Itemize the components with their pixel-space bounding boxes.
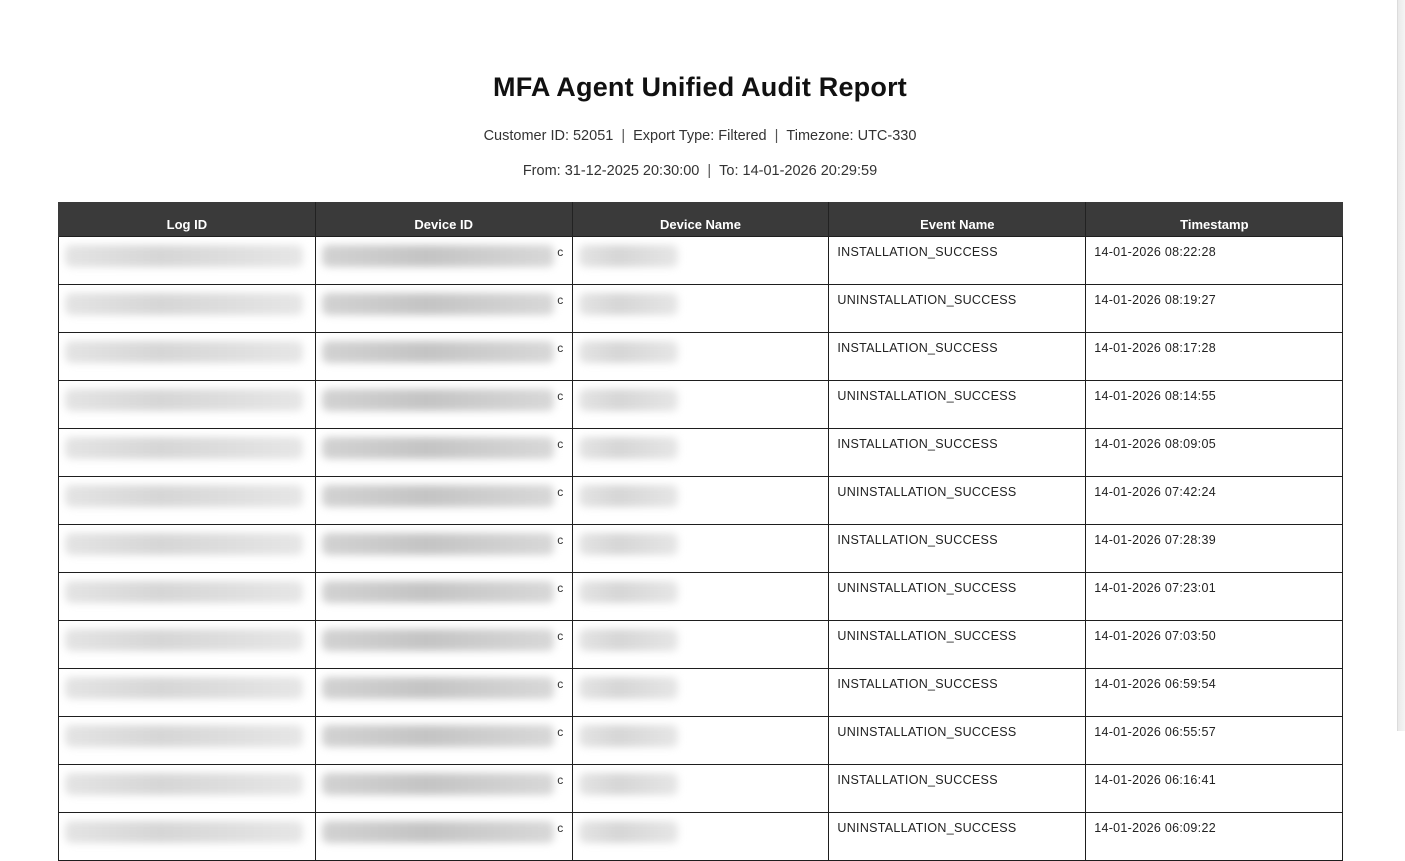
redaction-blur	[322, 677, 554, 699]
log-id-cell-redacted	[59, 621, 316, 669]
event-name-cell: INSTALLATION_SUCCESS	[829, 429, 1086, 477]
device-id-cell-redacted	[315, 285, 572, 333]
timestamp-cell: 14-01-2026 08:22:28	[1086, 237, 1343, 285]
device-id-suffix: c	[557, 437, 564, 451]
log-id-cell-redacted	[59, 813, 316, 861]
redaction-blur	[65, 341, 303, 363]
device-id-suffix: c	[557, 725, 564, 739]
timestamp-cell: 14-01-2026 06:55:57	[1086, 717, 1343, 765]
device-id-suffix: c	[557, 389, 564, 403]
log-id-cell-redacted	[59, 525, 316, 573]
device-id-cell-redacted	[315, 573, 572, 621]
log-id-cell-redacted	[59, 573, 316, 621]
redaction-blur	[579, 485, 679, 507]
table-row	[59, 237, 1343, 285]
device-id-suffix: c	[557, 629, 564, 643]
timestamp-cell: 14-01-2026 08:17:28	[1086, 333, 1343, 381]
device-id-cell-redacted	[315, 525, 572, 573]
device-name-cell-redacted	[572, 237, 829, 285]
redaction-blur	[579, 821, 679, 843]
redaction-blur	[322, 821, 554, 843]
redaction-blur	[65, 725, 303, 747]
log-id-cell-redacted	[59, 765, 316, 813]
device-id-cell-redacted	[315, 717, 572, 765]
redaction-blur	[65, 677, 303, 699]
header-device-id: Device ID	[315, 202, 572, 237]
device-id-suffix: c	[557, 341, 564, 355]
redaction-blur	[322, 773, 554, 795]
redaction-blur	[579, 773, 679, 795]
device-id-cell-redacted	[315, 237, 572, 285]
device-id-cell-redacted	[315, 429, 572, 477]
redaction-blur	[322, 485, 554, 507]
header-event-name: Event Name	[829, 202, 1086, 237]
table-row	[59, 621, 1343, 669]
redaction-blur	[65, 533, 303, 555]
header-device-name: Device Name	[572, 202, 829, 237]
event-name-cell: UNINSTALLATION_SUCCESS	[829, 621, 1086, 669]
log-id-cell-redacted	[59, 285, 316, 333]
date-from: From: 31-12-2025 20:30:00	[522, 163, 700, 179]
log-id-cell-redacted	[59, 717, 316, 765]
report-meta-line-1	[0, 128, 1400, 144]
redaction-blur	[322, 629, 554, 651]
redaction-blur	[322, 581, 554, 603]
separator: |	[621, 128, 626, 144]
device-id-cell-redacted	[315, 765, 572, 813]
redaction-blur	[579, 437, 679, 459]
audit-table-body	[59, 237, 1343, 861]
device-id-suffix: c	[557, 485, 564, 499]
redaction-blur	[322, 341, 554, 363]
device-name-cell-redacted	[572, 573, 829, 621]
device-name-cell-redacted	[572, 765, 829, 813]
device-name-cell-redacted	[572, 333, 829, 381]
device-id-cell-redacted	[315, 381, 572, 429]
event-name-cell: UNINSTALLATION_SUCCESS	[829, 813, 1086, 861]
device-id-suffix: c	[557, 773, 564, 787]
timestamp-cell: 14-01-2026 07:28:39	[1086, 525, 1343, 573]
device-name-cell-redacted	[572, 525, 829, 573]
export-type: Export Type: Filtered	[633, 128, 767, 144]
event-name-cell: UNINSTALLATION_SUCCESS	[829, 717, 1086, 765]
redaction-blur	[579, 293, 679, 315]
redaction-blur	[322, 389, 554, 411]
event-name-cell: INSTALLATION_SUCCESS	[829, 525, 1086, 573]
device-id-suffix: c	[557, 677, 564, 691]
event-name-cell: UNINSTALLATION_SUCCESS	[829, 381, 1086, 429]
redaction-blur	[322, 725, 554, 747]
table-row	[59, 285, 1343, 333]
report-meta-line-2	[0, 163, 1400, 179]
table-row	[59, 765, 1343, 813]
redaction-blur	[65, 821, 303, 843]
redaction-blur	[579, 725, 679, 747]
device-id-suffix: c	[557, 293, 564, 307]
redaction-blur	[65, 773, 303, 795]
device-id-cell-redacted	[315, 669, 572, 717]
timestamp-cell: 14-01-2026 07:42:24	[1086, 477, 1343, 525]
table-row	[59, 525, 1343, 573]
redaction-blur	[579, 629, 679, 651]
table-header-row	[59, 202, 1343, 237]
redaction-blur	[322, 533, 554, 555]
device-id-cell-redacted	[315, 621, 572, 669]
event-name-cell: INSTALLATION_SUCCESS	[829, 333, 1086, 381]
device-name-cell-redacted	[572, 381, 829, 429]
timestamp-cell: 14-01-2026 08:09:05	[1086, 429, 1343, 477]
event-name-cell: INSTALLATION_SUCCESS	[829, 237, 1086, 285]
redaction-blur	[65, 485, 303, 507]
redaction-blur	[579, 677, 679, 699]
redaction-blur	[65, 437, 303, 459]
log-id-cell-redacted	[59, 477, 316, 525]
header-log-id: Log ID	[59, 202, 316, 237]
device-id-suffix: c	[557, 245, 564, 259]
table-row	[59, 381, 1343, 429]
redaction-blur	[579, 341, 679, 363]
timestamp-cell: 14-01-2026 08:14:55	[1086, 381, 1343, 429]
device-id-suffix: c	[557, 821, 564, 835]
separator: |	[707, 163, 712, 179]
redaction-blur	[65, 293, 303, 315]
table-row	[59, 333, 1343, 381]
device-name-cell-redacted	[572, 285, 829, 333]
device-name-cell-redacted	[572, 717, 829, 765]
redaction-blur	[322, 293, 554, 315]
redaction-blur	[65, 389, 303, 411]
device-name-cell-redacted	[572, 477, 829, 525]
table-row	[59, 429, 1343, 477]
report-title: MFA Agent Unified Audit Report	[493, 72, 907, 102]
header-timestamp: Timestamp	[1086, 202, 1343, 237]
table-row	[59, 717, 1343, 765]
log-id-cell-redacted	[59, 333, 316, 381]
event-name-cell: INSTALLATION_SUCCESS	[829, 669, 1086, 717]
redaction-blur	[579, 389, 679, 411]
redaction-blur	[65, 245, 303, 267]
timestamp-cell: 14-01-2026 07:03:50	[1086, 621, 1343, 669]
page-edge	[1397, 0, 1405, 731]
table-row	[59, 477, 1343, 525]
device-name-cell-redacted	[572, 813, 829, 861]
redaction-blur	[322, 437, 554, 459]
table-row	[59, 669, 1343, 717]
device-id-suffix: c	[557, 581, 564, 595]
event-name-cell: INSTALLATION_SUCCESS	[829, 765, 1086, 813]
device-name-cell-redacted	[572, 621, 829, 669]
redaction-blur	[579, 245, 679, 267]
redaction-blur	[579, 533, 679, 555]
table-row	[59, 573, 1343, 621]
timezone: Timezone: UTC-330	[786, 128, 917, 144]
timestamp-cell: 14-01-2026 06:16:41	[1086, 765, 1343, 813]
timestamp-cell: 14-01-2026 06:59:54	[1086, 669, 1343, 717]
log-id-cell-redacted	[59, 669, 316, 717]
device-name-cell-redacted	[572, 669, 829, 717]
log-id-cell-redacted	[59, 429, 316, 477]
device-id-cell-redacted	[315, 813, 572, 861]
log-id-cell-redacted	[59, 237, 316, 285]
separator: |	[774, 128, 779, 144]
log-id-cell-redacted	[59, 381, 316, 429]
redaction-blur	[65, 581, 303, 603]
device-id-suffix: c	[557, 533, 564, 547]
audit-table	[58, 202, 1343, 861]
device-id-cell-redacted	[315, 333, 572, 381]
timestamp-cell: 14-01-2026 07:23:01	[1086, 573, 1343, 621]
redaction-blur	[579, 581, 679, 603]
table-row	[59, 813, 1343, 861]
customer-id: Customer ID: 52051	[483, 128, 614, 144]
redaction-blur	[322, 245, 554, 267]
device-name-cell-redacted	[572, 429, 829, 477]
device-id-cell-redacted	[315, 477, 572, 525]
event-name-cell: UNINSTALLATION_SUCCESS	[829, 477, 1086, 525]
date-to: To: 14-01-2026 20:29:59	[719, 163, 878, 179]
timestamp-cell: 14-01-2026 06:09:22	[1086, 813, 1343, 861]
timestamp-cell: 14-01-2026 08:19:27	[1086, 285, 1343, 333]
redaction-blur	[65, 629, 303, 651]
event-name-cell: UNINSTALLATION_SUCCESS	[829, 285, 1086, 333]
event-name-cell: UNINSTALLATION_SUCCESS	[829, 573, 1086, 621]
